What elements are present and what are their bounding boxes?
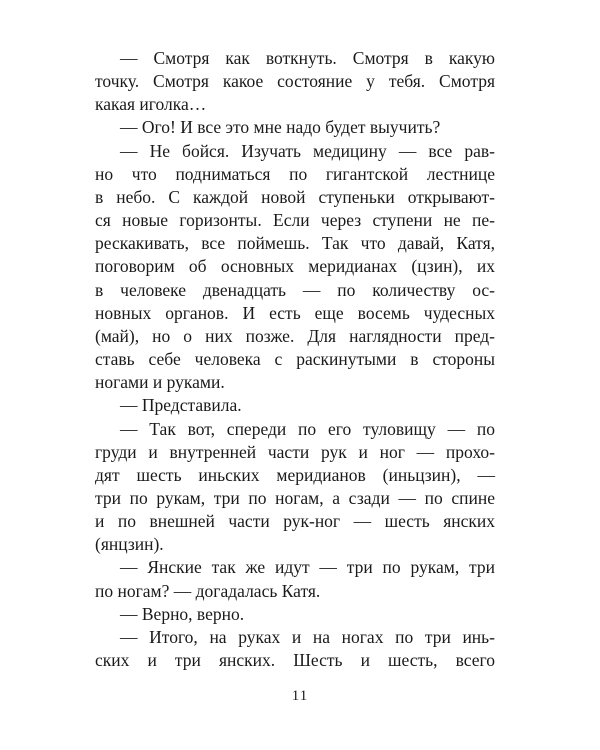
text-line: по ногам? — догадалась Катя. (95, 580, 321, 601)
text-line: — Ого! И все это мне надо будет выучить? (120, 117, 441, 138)
text-line: рескакивать, все поймешь. Так что давай, Катя, (95, 233, 495, 254)
text-line: дят шесть иньских меридианов (иньцзин), — (95, 464, 495, 485)
text-line: — Итого, на руках и на ногах по три инь- (120, 626, 495, 647)
text-line: ся новые горизонты. Если через ступени не пе- (95, 210, 495, 231)
body-text (95, 47, 495, 672)
text-line: новных органов. И есть еще восемь чудесных (95, 302, 495, 323)
text-line: поговорим об основных меридианах (цзин), их (95, 256, 495, 277)
text-line: — Смотря как воткнуть. Смотря в какую (120, 48, 495, 68)
text-line: но что подниматься по гигантской лестнице (95, 163, 495, 184)
text-line: — Не бойся. Изучать медицину — все рав- (120, 140, 495, 161)
text-line: точку. Смотря какое состояние у тебя. Смотря (95, 71, 495, 92)
text-line: ставь себе человека с раскинутыми в стороны (95, 349, 495, 370)
text-line: груди и внутренней части рук и ног — прохо- (95, 441, 495, 462)
text-line: ских и три янских. Шесть и шесть, всего (95, 650, 495, 671)
text-line: и по внешней части рук-ног — шесть янских (95, 511, 495, 532)
text-line: — Янские так же идут — три по рукам, три (120, 557, 495, 578)
text-line: какая иголка… (95, 94, 207, 115)
text-line: три по рукам, три по ногам, а сзади — по спине (95, 487, 495, 508)
text-line: ногами и руками. (95, 372, 225, 393)
text-line: — Представила. (120, 395, 242, 416)
text-line: — Так вот, спереди по его туловищу — по (120, 418, 495, 439)
text-line: (май), но о них позже. Для наглядности пред- (95, 325, 495, 346)
page-number: 11 (291, 688, 309, 704)
text-line: в небо. С каждой новой ступеньки открывают- (95, 186, 495, 207)
text-line: — Верно, верно. (120, 603, 245, 624)
text-line: (янцзин). (95, 534, 164, 555)
text-line: в человеке двенадцать — по количеству ос- (95, 279, 495, 300)
